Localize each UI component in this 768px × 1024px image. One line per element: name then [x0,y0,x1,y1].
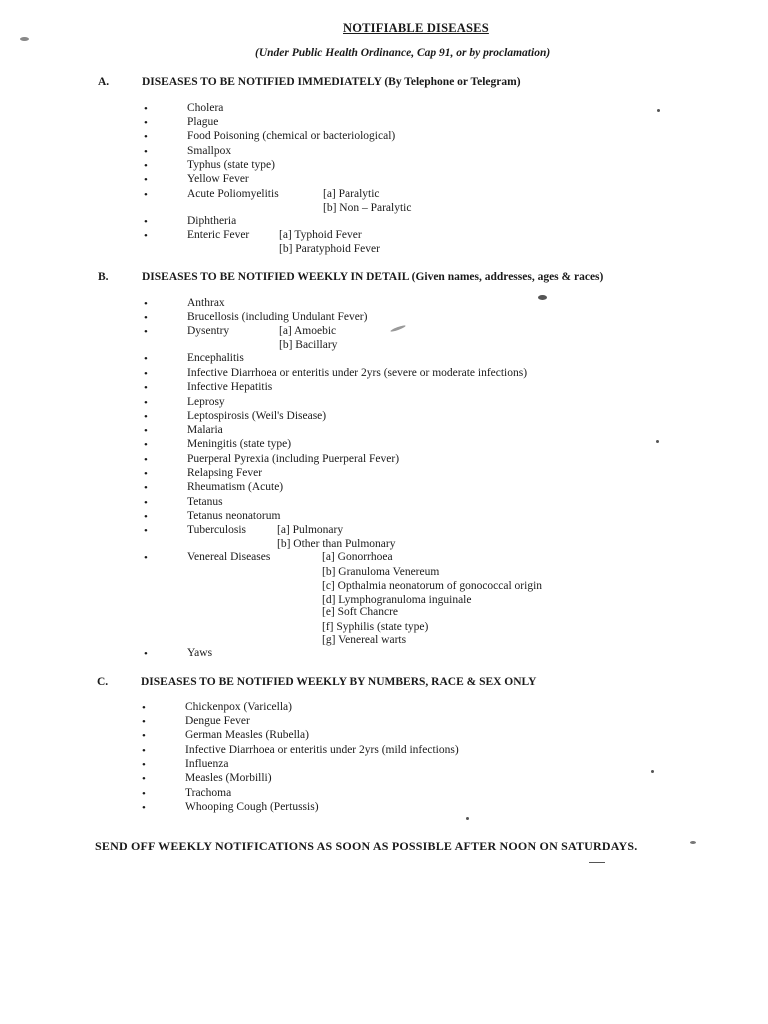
list-item: Plague [187,116,219,128]
bullet-icon: • [144,216,148,228]
bullet-icon: • [144,368,148,380]
sub-item: [b] Bacillary [279,339,338,351]
footer-instruction: SEND OFF WEEKLY NOTIFICATIONS AS SOON AS POSSIBLE AFTER NOON ON SATURDAYS. [95,839,638,853]
sub-item: [a] Amoebic [279,325,337,337]
list-item: Acute Poliomyelitis [187,188,279,200]
list-item: Chickenpox (Varicella) [185,701,292,713]
list-item: Infective Hepatitis [187,381,273,393]
section-heading: DISEASES TO BE NOTIFIED WEEKLY BY NUMBERS, RACE & SEX ONLY [141,676,537,688]
bullet-icon: • [144,117,148,129]
list-item: Venereal Diseases [187,551,271,563]
list-item: Enteric Fever [187,229,250,241]
section-letter: B. [98,271,109,283]
bullet-icon: • [144,482,148,494]
bullet-icon: • [144,312,148,324]
list-item: Tetanus [187,496,223,508]
sub-item: [d] Lymphogranuloma inguinale [322,594,472,606]
sub-item: [a] Gonorrhoea [322,551,393,563]
list-item: Encephalitis [187,352,244,364]
speck-mark [690,841,696,844]
sub-item: [a] Paralytic [323,188,380,200]
bullet-icon: • [142,773,146,785]
bullet-icon: • [142,716,146,728]
sub-item: [b] Non – Paralytic [323,202,412,214]
speck-mark [466,817,469,820]
list-item: Food Poisoning (chemical or bacteriological) [187,130,396,142]
bullet-icon: • [144,425,148,437]
speck-mark [657,109,660,112]
sub-item: [f] Syphilis (state type) [322,621,429,633]
sub-item: [c] Opthalmia neonatorum of gonococcal origin [322,580,543,592]
bullet-icon: • [144,468,148,480]
bullet-icon: • [144,298,148,310]
bullet-icon: • [144,397,148,409]
speck-mark [538,295,547,300]
bullet-icon: • [144,497,148,509]
bullet-icon: • [142,745,146,757]
bullet-icon: • [144,131,148,143]
bullet-icon: • [144,146,148,158]
list-item: Infective Diarrhoea or enteritis under 2yrs (severe or moderate infections) [187,367,528,379]
list-item: Trachoma [185,787,232,799]
list-item: Yellow Fever [187,173,249,185]
list-item: Typhus (state type) [187,159,275,171]
list-item: Tetanus neonatorum [187,510,281,522]
sub-item: [b] Paratyphoid Fever [279,243,380,255]
list-item: Rheumatism (Acute) [187,481,284,493]
list-item: Measles (Morbilli) [185,772,272,784]
speck-mark [390,324,406,332]
sub-item: [b] Granuloma Venereum [322,566,440,578]
speck-mark [20,37,29,41]
list-item: Malaria [187,424,223,436]
list-item: Dysentry [187,325,230,337]
bullet-icon: • [142,759,146,771]
list-item: Meningitis (state type) [187,438,292,450]
list-item: Anthrax [187,297,225,309]
bullet-icon: • [144,353,148,365]
bullet-icon: • [144,552,148,564]
sub-item: [a] Pulmonary [277,524,344,536]
bullet-icon: • [142,730,146,742]
list-item: Brucellosis (including Undulant Fever) [187,311,368,323]
list-item: Infective Diarrhoea or enteritis under 2yrs (mild infections) [185,744,459,756]
speck-mark [589,862,605,863]
bullet-icon: • [144,174,148,186]
list-item: Dengue Fever [185,715,250,727]
bullet-icon: • [142,788,146,800]
list-item: Puerperal Pyrexia (including Puerperal Fever) [187,453,400,465]
list-item: Leprosy [187,396,225,408]
list-item: Diphtheria [187,215,237,227]
page-subtitle: (Under Public Health Ordinance, Cap 91, or by proclamation) [255,47,551,59]
section-heading: DISEASES TO BE NOTIFIED WEEKLY IN DETAIL (Given names, addresses, ages & races) [142,271,604,283]
list-item: Influenza [185,758,229,770]
bullet-icon: • [144,511,148,523]
bullet-icon: • [144,103,148,115]
list-item: Whooping Cough (Pertussis) [185,801,319,813]
list-item: Tuberculosis [187,524,246,536]
speck-mark [651,770,654,773]
list-item: Cholera [187,102,224,114]
bullet-icon: • [144,382,148,394]
bullet-icon: • [144,525,148,537]
bullet-icon: • [142,802,146,814]
page-title: NOTIFIABLE DISEASES [343,21,489,35]
bullet-icon: • [144,439,148,451]
section-letter: A. [98,76,110,88]
bullet-icon: • [144,454,148,466]
section-letter: C. [97,676,109,688]
bullet-icon: • [144,230,148,242]
list-item: Relapsing Fever [187,467,263,479]
bullet-icon: • [144,648,148,660]
sub-item: [e] Soft Chancre [322,606,398,618]
bullet-icon: • [142,702,146,714]
sub-item: [g] Venereal warts [322,634,407,646]
section-heading: DISEASES TO BE NOTIFIED IMMEDIATELY (By Telephone or Telegram) [142,76,521,88]
list-item: Smallpox [187,145,232,157]
sub-item: [a] Typhoid Fever [279,229,362,241]
list-item: Yaws [187,647,213,659]
list-item: German Measles (Rubella) [185,729,309,741]
list-item: Leptospirosis (Weil's Disease) [187,410,327,422]
sub-item: [b] Other than Pulmonary [277,538,396,550]
bullet-icon: • [144,160,148,172]
bullet-icon: • [144,326,148,338]
bullet-icon: • [144,189,148,201]
bullet-icon: • [144,411,148,423]
speck-mark [656,440,659,443]
